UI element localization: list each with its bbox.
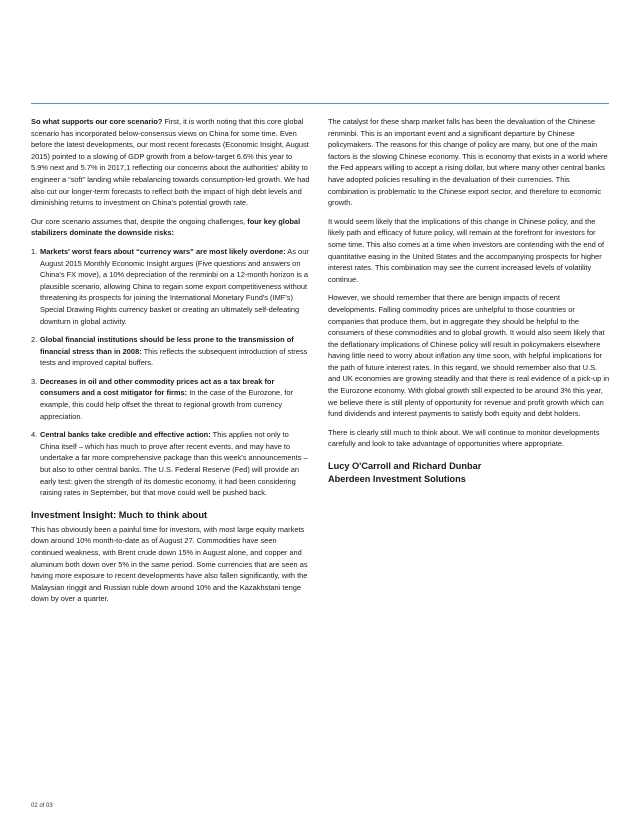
list-item-lead: Global financial institutions should be less prone to the transmission of financial stress than in 2008:: [40, 335, 294, 356]
paragraph-core-scenario: [31, 116, 310, 209]
list-number: 2.: [31, 335, 38, 345]
page-number: 02 of 03: [31, 803, 53, 809]
author-names: Lucy O'Carroll and Richard Dunbar: [328, 461, 482, 472]
list-item-text: In the case of the Eurozone, for example, this could help offset the threat to regional growth from currency appreciation.: [40, 388, 293, 421]
paragraph-text: Our core scenario assumes that, despite the ongoing challenges,: [31, 216, 248, 226]
paragraph-implications: It would seem likely that the implications of this change in Chinese policy, and the likely path and efficacy of future policy, will remain at the forefront for investors for some time. This also comes at a time when investors are contending with the end of quantitative easing in the United States and the accompanying prospects for higher interest rates. This combination may see the current increased levels of volatility continue.: [328, 216, 605, 284]
paragraph-investment-insight: This has obviously been a painful time for investors, with most large equity markets down around 10% month-to-date as of August 27. Commodities have seen continued weakness, with Brent crude down 15% in August alone, and copper and aluminum both down over 5% in the same period. Some currencies that are seen as having more exposure to recent developments have also fallen significantly, with the Malaysian ringgit and Russian ruble down around 10% and the Kazakhstani tenge down by over a quarter.: [31, 524, 308, 604]
list-number: 3.: [31, 376, 38, 386]
lead-phrase: So what supports our core scenario?: [31, 117, 163, 126]
list-item: [31, 334, 310, 369]
list-item-text: This reflects the subsequent introduction of stress tests and improved capital buffers.: [40, 346, 308, 368]
list-number: 4.: [31, 430, 38, 440]
list-number: 1.: [31, 246, 38, 256]
list-item-lead: Markets' worst fears about “currency wars” are most likely overdone:: [40, 246, 286, 256]
list-item-text: This applies not only to China itself – which has much to prove after recent events, and may have to undertake a far more comprehensive package than this week's announcements – but also to other central banks. The U.S. Federal Reserve (Fed) will provide an early test: given the strength of its domestic economy, it had been considering raising rates in September, but that move could well be pushed back.: [40, 430, 308, 498]
list-item: [31, 429, 310, 499]
bold-phrase: four key global stabilizers dominate the downside risks:: [31, 216, 301, 238]
list-item: [31, 246, 310, 327]
header-rule: [31, 103, 609, 104]
paragraph-benign-impacts: However, we should remember that there are benign impacts of recent developments. Falling commodity prices are unhelpful to those countries or companies that produce them, but in aggregate they should be helpful to the consumers of these commodities and to global growth. It would also seem likely that the deflationary implications of Chinese policy will result in policymakers elsewhere having little need to worry about inflation any time soon, with helpful implications for the path of future interest rates. In this regard, we should remember also that U.S. and UK economies are growing steadily and that there is real evidence of a pick-up in the Eurozone economy. With global growth still expected to be around 3% this year, we believe there is still plenty of opportunity for revenue and profit growth which can fund dividends and interest payments to satisfy both equity and debt holders.: [328, 293, 610, 419]
left-column: [31, 116, 310, 612]
signature: [328, 460, 610, 485]
paragraph-text: First, it is worth noting that this core global scenario has incorporated below-consensus views on China for some time. Even before the latest developments, our most recent forecasts (Economic Insight, August 2015) pointed to a slowing of GDP growth from a below-target 6.6% this year to 5.9% next and 5.7% in 2017,1 reflecting our concerns about the authorities' ability to engineer a “soft” landing while rebalancing towards consumption-led growth. We had also cut our longer-term forecasts to reflect both the impact of high debt levels and diminishing returns to investment on China's potential growth rate.: [31, 117, 310, 208]
section-heading: Investment Insight: Much to think about: [31, 509, 208, 520]
right-column: [328, 116, 610, 485]
paragraph-stabilizers: [31, 216, 310, 239]
paragraph-catalyst: The catalyst for these sharp market falls has been the devaluation of the Chinese renminbi. This is an important event and a significant departure by Chinese policymakers. The reasons for this change of policy are many, but one of the main factors is the slowing Chinese economy. This is economy that exists in a world where the Fed appears willing to accept a rising dollar, but where many other central banks have adopted policies resulting in the devaluation of their currencies. This combination is problematic to the Chinese export sector, and therefore to economic growth.: [328, 117, 608, 208]
author-organization: Aberdeen Investment Solutions: [328, 473, 466, 484]
list-item-text: As our August 2015 Monthly Economic Insight argues (Five questions and answers on China's FX move), a 10% depreciation of the renminbi on a 12-month horizon is a plausible scenario, allowing China to regain some export competitiveness without threatening its prospects for joining the International Monetary Fund's (IMF's) Special Drawing Rights currency basket or creating an ultimately self-defeating downturn in global activity.: [40, 246, 309, 326]
list-item-lead: Central banks take credible and effective action:: [40, 430, 211, 440]
paragraph-conclusion: There is clearly still much to think about. We will continue to monitor developments carefully and look to take advantage of opportunities where appropriate.: [328, 427, 600, 449]
stabilizers-list: [31, 246, 310, 499]
list-item: [31, 376, 310, 422]
list-item-lead: Decreases in oil and other commodity prices act as a tax break for consumers and a cost mitigator for firms:: [40, 376, 275, 398]
